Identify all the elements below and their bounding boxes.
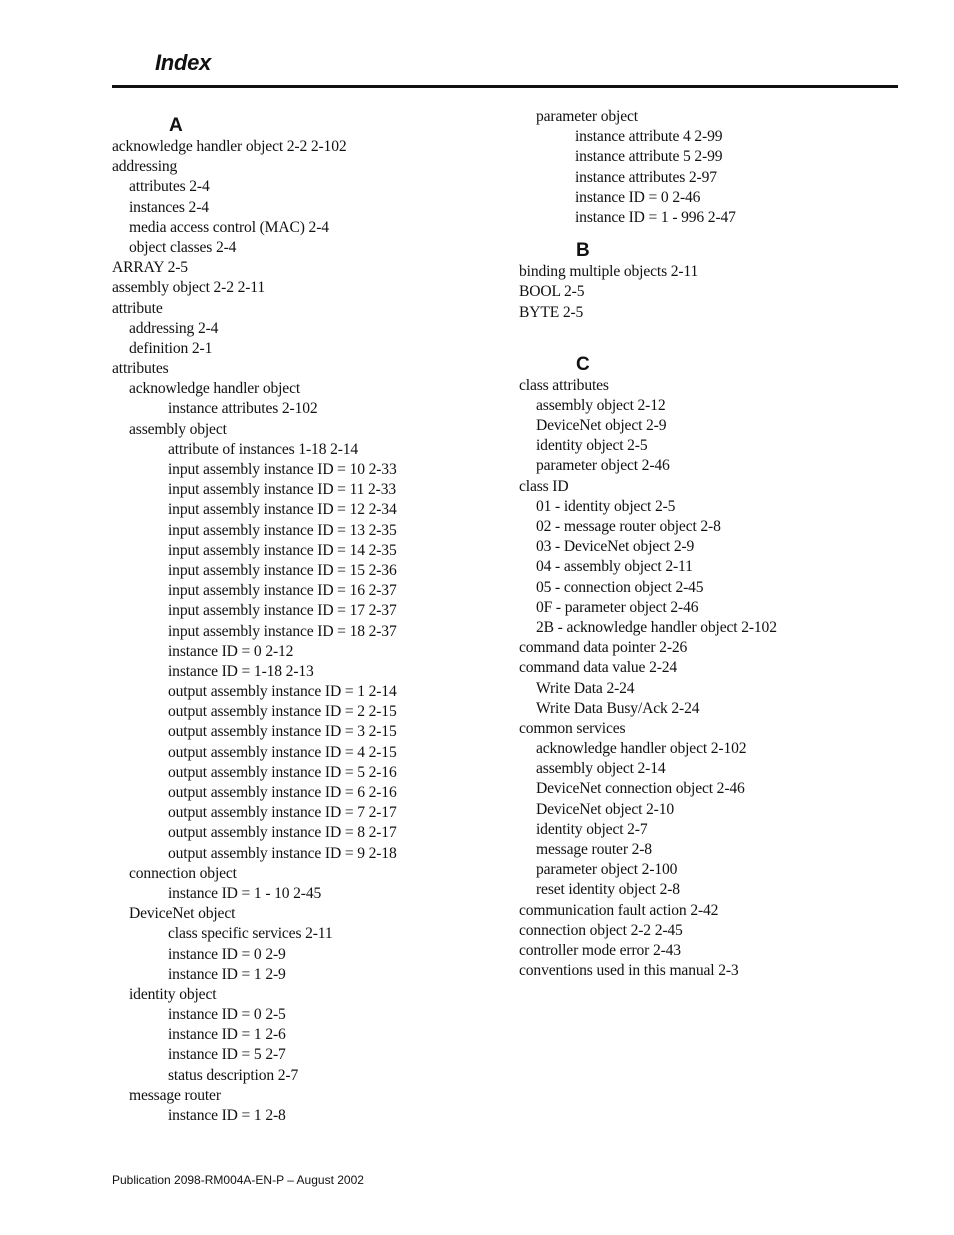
index-entry: input assembly instance ID = 14 2-35 — [168, 541, 397, 559]
index-entry: controller mode error 2-43 — [519, 941, 681, 959]
index-entry: DeviceNet object 2-10 — [536, 800, 675, 818]
index-entry: assembly object 2-12 — [536, 396, 666, 414]
index-entry: assembly object 2-2 2-11 — [112, 279, 266, 297]
index-entry: input assembly instance ID = 13 2-35 — [168, 521, 397, 539]
index-entry: instance ID = 1-18 2-13 — [168, 662, 314, 680]
index-entry: 2B - acknowledge handler object 2-102 — [536, 618, 777, 636]
index-entry: output assembly instance ID = 5 2-16 — [168, 763, 397, 781]
index-entry: output assembly instance ID = 2 2-15 — [168, 703, 397, 721]
index-entry: output assembly instance ID = 6 2-16 — [168, 784, 397, 801]
index-entry: identity object 2-7 — [536, 820, 648, 838]
index-entry: instance attributes 2-102 — [168, 400, 318, 418]
index-entry: 02 - message router object 2-8 — [536, 518, 721, 535]
index-entry: communication fault action 2-42 — [519, 901, 719, 919]
index-entry: DeviceNet object — [129, 905, 236, 923]
index-entry: instance ID = 5 2-7 — [168, 1046, 286, 1064]
index-entry: 03 - DeviceNet object 2-9 — [536, 538, 695, 556]
section-gap — [519, 228, 899, 240]
index-entry: command data pointer 2-26 — [519, 639, 688, 657]
index-entry: binding multiple objects 2-11 — [519, 263, 699, 281]
index-entry: attribute of instances 1-18 2-14 — [168, 440, 359, 458]
index-entry: command data value 2-24 — [519, 659, 678, 677]
header-rule — [112, 85, 898, 88]
index-entry: instance ID = 1 2-8 — [168, 1107, 286, 1124]
index-entry: parameter object 2-100 — [536, 861, 678, 879]
page-title: Index — [155, 50, 211, 75]
index-entry: acknowledge handler object 2-2 2-102 — [112, 138, 347, 155]
index-letter-heading: B — [576, 240, 590, 262]
index-entry: attribute — [112, 299, 163, 317]
index-entry: 05 - connection object 2-45 — [536, 578, 704, 596]
index-entry: output assembly instance ID = 8 2-17 — [168, 824, 397, 842]
section-gap — [519, 323, 899, 354]
index-entry: media access control (MAC) 2-4 — [129, 218, 329, 236]
index-entry: instance attributes 2-97 — [575, 168, 717, 186]
index-entry: parameter object 2-46 — [536, 457, 670, 475]
index-entry: input assembly instance ID = 10 2-33 — [168, 461, 397, 478]
index-entry: Write Data Busy/Ack 2-24 — [536, 699, 700, 717]
index-entry: 01 - identity object 2-5 — [536, 497, 676, 515]
index-entry: DeviceNet connection object 2-46 — [536, 780, 745, 798]
index-entry: definition 2-1 — [129, 339, 213, 357]
index-entry: identity object — [129, 985, 217, 1003]
index-entry: message router 2-8 — [536, 841, 652, 858]
index-entry: attributes 2-4 — [129, 178, 210, 196]
index-entry: instance ID = 0 2-46 — [575, 188, 701, 206]
index-entry: class attributes — [519, 376, 609, 394]
index-entry: instance ID = 1 - 10 2-45 — [168, 884, 322, 902]
index-entry: instance ID = 1 - 996 2-47 — [575, 208, 736, 226]
index-entry: 04 - assembly object 2-11 — [536, 558, 693, 576]
publication-footer: Publication 2098-RM004A-EN-P – August 2002 — [112, 1173, 364, 1187]
index-entry: addressing — [112, 158, 178, 176]
index-entry: common services — [519, 719, 626, 737]
index-entry: acknowledge handler object — [129, 380, 301, 398]
index-entry: assembly object — [129, 420, 227, 438]
index-entry: Write Data 2-24 — [536, 679, 635, 697]
index-entry: input assembly instance ID = 16 2-37 — [168, 582, 397, 600]
index-entry: identity object 2-5 — [536, 437, 648, 455]
index-entry: instance ID = 1 2-6 — [168, 1026, 286, 1044]
index-entry: ARRAY 2-5 — [112, 259, 188, 277]
index-column-left — [112, 115, 507, 1126]
index-entry: parameter object — [536, 108, 638, 125]
index-entry: attributes — [112, 360, 169, 378]
index-entry: object classes 2-4 — [129, 238, 237, 256]
index-entry: output assembly instance ID = 9 2-18 — [168, 844, 397, 862]
index-entry: BYTE 2-5 — [519, 303, 584, 321]
index-entry: class specific services 2-11 — [168, 925, 333, 943]
index-entry: instances 2-4 — [129, 198, 209, 216]
index-entry: message router — [129, 1086, 221, 1104]
index-entry: class ID — [519, 477, 569, 495]
index-entry: input assembly instance ID = 15 2-36 — [168, 561, 397, 579]
index-entry: instance attribute 5 2-99 — [575, 148, 723, 166]
index-entry: input assembly instance ID = 17 2-37 — [168, 602, 397, 620]
index-entry: connection object — [129, 864, 237, 882]
index-entry: 0F - parameter object 2-46 — [536, 598, 699, 616]
index-entry: output assembly instance ID = 4 2-15 — [168, 743, 397, 761]
index-entry: DeviceNet object 2-9 — [536, 417, 667, 435]
index-entry: acknowledge handler object 2-102 — [536, 740, 747, 758]
index-entry: instance attribute 4 2-99 — [575, 128, 723, 146]
index-entry: status description 2-7 — [168, 1066, 299, 1084]
index-entry: connection object 2-2 2-45 — [519, 921, 683, 939]
index-entry: instance ID = 0 2-5 — [168, 1006, 286, 1024]
index-entry: addressing 2-4 — [129, 319, 219, 337]
index-entry: input assembly instance ID = 11 2-33 — [168, 481, 397, 499]
index-entry: instance ID = 0 2-12 — [168, 642, 294, 660]
index-entry: output assembly instance ID = 3 2-15 — [168, 723, 397, 741]
index-letter-heading: A — [169, 115, 183, 136]
index-entry: reset identity object 2-8 — [536, 881, 680, 899]
index-entry: output assembly instance ID = 1 2-14 — [168, 683, 397, 701]
index-entry: assembly object 2-14 — [536, 760, 666, 778]
index-entry: instance ID = 1 2-9 — [168, 965, 286, 983]
index-entry: conventions used in this manual 2-3 — [519, 962, 739, 980]
index-letter-heading: C — [576, 353, 590, 375]
index-entry: output assembly instance ID = 7 2-17 — [168, 804, 397, 822]
index-entry: BOOL 2-5 — [519, 283, 585, 301]
index-column-right — [519, 107, 899, 981]
index-entry: input assembly instance ID = 12 2-34 — [168, 501, 397, 519]
index-entry: input assembly instance ID = 18 2-37 — [168, 622, 397, 640]
index-entry: instance ID = 0 2-9 — [168, 945, 286, 963]
